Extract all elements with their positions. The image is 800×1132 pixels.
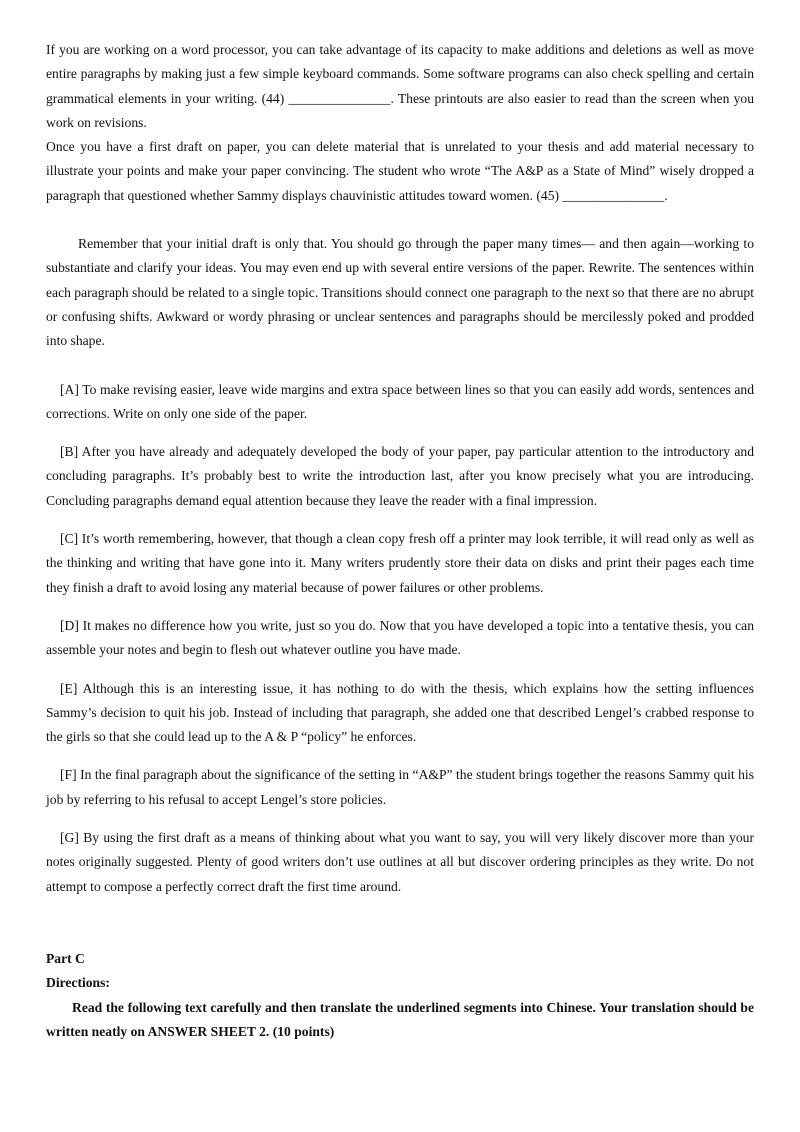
passage-paragraph-2: Once you have a first draft on paper, you can delete material that is unrelated to your thesis and add material necessary to illustrate your points and make your paper convincing. The student who wrote “The A&P as a State of Mind” wisely dropped a paragraph that questioned whether Sammy displays chauvinistic attitudes toward women. (45) _______________. [46, 139, 754, 203]
directions-label: Directions: [46, 975, 110, 991]
option-b-text: After you have already and adequately developed the body of your paper, pay particular attention to the introductory and concluding paragraphs. It’s probably best to write the introduction last, after you know precisely what you are introducing. Concluding paragraphs demand equal attention because they leave the reader with a final impression. [46, 444, 754, 508]
option-e-label: [E] [60, 680, 78, 696]
option-d-label: [D] [60, 617, 79, 633]
option-b-label: [B] [60, 444, 79, 460]
option-g [46, 826, 754, 899]
option-c [46, 527, 754, 600]
option-f [46, 763, 754, 812]
option-f-label: [F] [60, 767, 77, 783]
option-e-text: Although this is an interesting issue, it has nothing to do with the thesis, which explains how the setting influences Sammy’s decision to quit his job. Instead of including that paragraph, she added one that described Lengel’s crabbed response to the girls so that she could lead up to the A & P “policy” he enforces. [46, 680, 754, 745]
option-c-text: It’s worth remembering, however, that though a clean copy fresh off a printer may look terrible, it will read only as well as the thinking and writing that have gone into it. Many writers prudently store their data on disks and print their pages each time they finish a draft to avoid losing any material because of power failures or other problems. [46, 531, 754, 595]
exam-page [46, 38, 754, 1044]
option-e [46, 677, 754, 750]
option-d [46, 614, 754, 663]
part-c-heading: Part C [46, 950, 85, 966]
option-g-text: By using the first draft as a means of thinking about what you want to say, you will very likely discover more than your notes originally suggested. Plenty of good writers don’t use outlines at all but discover ordering principles as they write. Do not attempt to compose a perfectly correct draft the first time around. [46, 830, 754, 894]
option-b [46, 440, 754, 513]
option-a-label: [A] [60, 381, 79, 397]
passage-paragraph-3: Remember that your initial draft is only that. You should go through the paper many times— and then again—working to substantiate and clarify your ideas. You may even end up with several entire versions of the paper. Rewrite. The sentences within each paragraph should be related to a single topic. Transitions should connect one paragraph to the next so that there are no abrupt or confusing shifts. Awkward or wordy phrasing or unclear sentences and paragraphs should be mercilessly poked and prodded into shape. [46, 236, 754, 349]
option-g-label: [G] [60, 830, 79, 846]
directions-text: Read the following text carefully and then translate the underlined segments into Chinese. Your translation should be written neatly on ANSWER SHEET 2. (10 points) [46, 999, 754, 1039]
option-f-text: In the final paragraph about the significance of the setting in “A&P” the student brings together the reasons Sammy quit his job by referring to his refusal to accept Lengel’s store policies. [46, 767, 754, 807]
option-a [46, 378, 754, 427]
option-d-text: It makes no difference how you write, just so you do. Now that you have developed a topic into a tentative thesis, you can assemble your notes and begin to flesh out whatever outline you have made. [46, 617, 754, 658]
option-c-label: [C] [60, 531, 79, 547]
passage-paragraph-1: If you are working on a word processor, you can take advantage of its capacity to make additions and deletions as well as move entire paragraphs by making just a few simple keyboard commands. Some software programs can also check spelling and certain grammatical elements in your writing. (44) _______________. These printouts are also easier to read than the screen when you work on revisions. [46, 42, 754, 130]
option-a-text: To make revising easier, leave wide margins and extra space between lines so that you can easily add words, sentences and corrections. Write on only one side of the paper. [46, 381, 754, 421]
